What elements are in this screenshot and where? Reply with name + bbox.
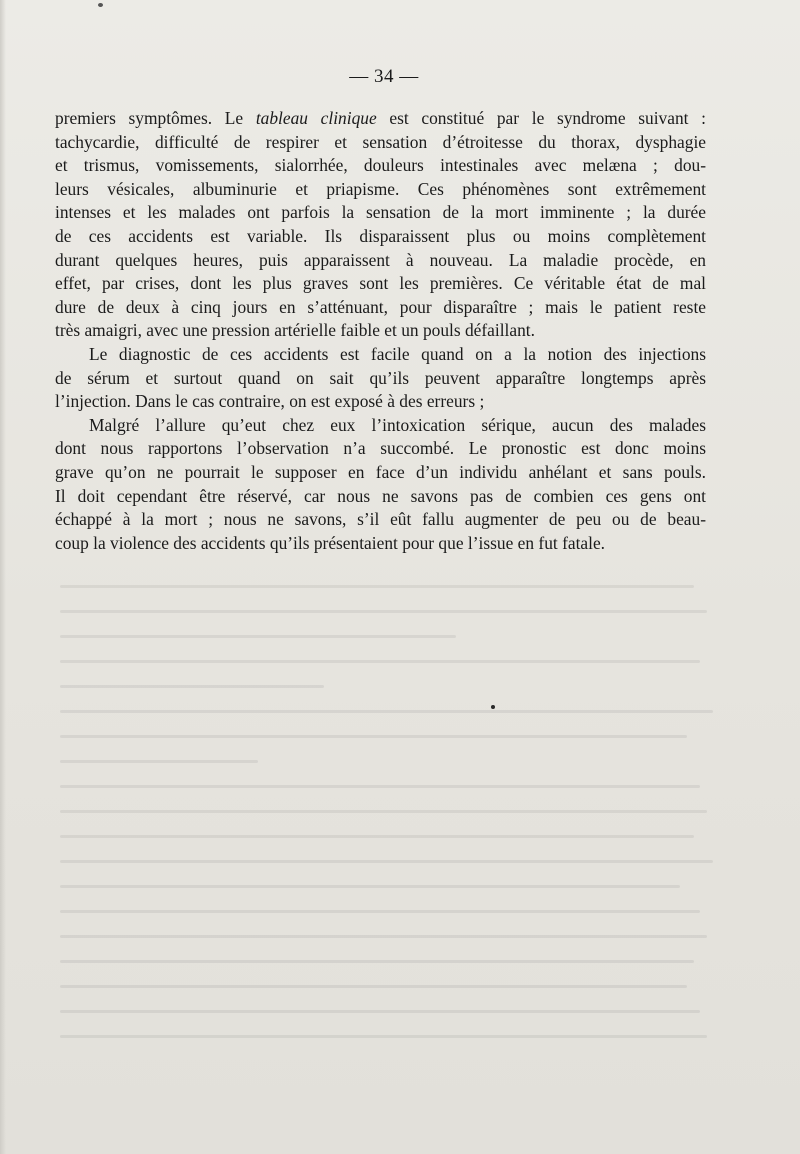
text-line [55, 508, 706, 532]
page-edge-shadow [0, 0, 6, 1154]
text-line [55, 225, 706, 249]
text-segment: leurs vésicales, albuminurie et priapisme. Ces phénomènes sont extrêmement [55, 178, 706, 199]
text-line [55, 485, 706, 509]
bleed-through-text [60, 585, 720, 1105]
body-text [55, 107, 706, 555]
text-segment: dont nous rapportons l’observation n’a succombé. Le pronostic est donc moins [55, 438, 706, 459]
text-line [55, 414, 706, 438]
text-line [55, 367, 706, 391]
text-segment: très amaigri, avec une pression artérielle faible et un pouls défaillant. [55, 320, 535, 341]
text-segment: Le diagnostic de ces accidents est facile quand on a la notion des injections [89, 343, 706, 364]
text-segment: dure de deux à cinq jours en s’atténuant, pour disparaître ; mais le patient reste [55, 296, 706, 317]
text-line [55, 532, 706, 556]
text-line [55, 107, 706, 131]
text-line [55, 131, 706, 155]
text-segment: intenses et les malades ont parfois la sensation de la mort imminente ; la durée [55, 202, 706, 223]
italic-term: tableau clinique [255, 108, 377, 128]
text-segment: de sérum et surtout quand on sait qu’ils peuvent apparaître longtemps après [55, 367, 706, 388]
text-segment: Il doit cependant être réservé, car nous ne savons pas de combien ces gens ont [55, 485, 706, 506]
text-line [55, 272, 706, 296]
text-line [55, 437, 706, 461]
ink-dot [491, 705, 495, 709]
text-line [55, 319, 706, 343]
text-line [55, 390, 706, 414]
text-segment: et trismus, vomissements, sialorrhée, douleurs intestinales avec melæna ; dou- [55, 155, 706, 176]
text-line [55, 343, 706, 367]
text-segment: tachycardie, difficulté de respirer et sensation d’étroitesse du thorax, dysphagie [55, 131, 706, 152]
text-segment: effet, par crises, dont les plus graves sont les premières. Ce véritable état de mal [55, 273, 706, 294]
text-segment: est constitué par le syndrome suivant : [376, 108, 706, 128]
text-segment: durant quelques heures, puis apparaissent à nouveau. La maladie procède, en [55, 249, 706, 270]
page-number: — 34 — [349, 66, 419, 87]
text-line [55, 461, 706, 485]
text-segment: grave qu’on ne pourrait le supposer en face d’un individu anhélant et sans pouls. [55, 461, 706, 482]
text-segment: de ces accidents est variable. Ils disparaissent plus ou moins complètement [55, 225, 706, 246]
text-line [55, 201, 706, 225]
text-segment: l’injection. Dans le cas contraire, on est exposé à des erreurs ; [55, 391, 485, 412]
text-segment: coup la violence des accidents qu’ils présentaient pour que l’issue en fut fatale. [55, 532, 606, 553]
text-line [55, 178, 706, 202]
text-segment: premiers symptômes. Le [55, 108, 256, 128]
ink-speck [98, 3, 103, 7]
text-segment: Malgré l’allure qu’eut chez eux l’intoxication sérique, aucun des malades [89, 414, 706, 435]
text-line [55, 154, 706, 178]
text-line [55, 296, 706, 320]
text-segment: échappé à la mort ; nous ne savons, s’il eût fallu augmenter de peu ou de beau- [55, 509, 706, 530]
text-line [55, 249, 706, 273]
